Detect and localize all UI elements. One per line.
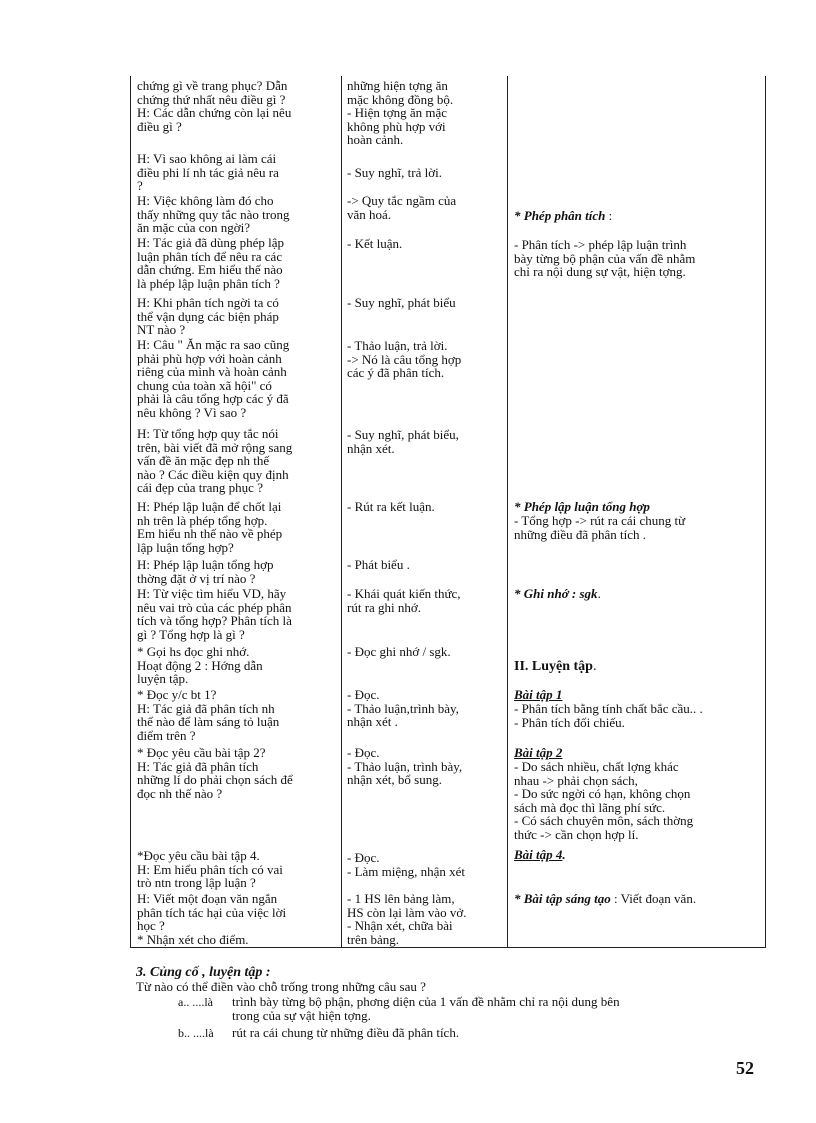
teacher-question: *Đọc yêu cầu bài tập 4. H: Em hiểu phân tích có vai trò ntn trong lập luận ?	[137, 848, 283, 891]
student-activity: - Khái quát kiến thức, rút ra ghi nhớ.	[347, 586, 461, 615]
teacher-question: H: Vì sao không ai làm cái điều phi lí nh tác giả nêu ra ?	[137, 151, 279, 194]
student-activity: - Đọc ghi nhớ / sgk.	[347, 644, 451, 659]
student-activity: - Đọc. - Thảo luận, trình bày, nhận xét, bổ sung.	[347, 745, 463, 788]
teacher-question: * Đọc yêu cầu bài tập 2? H: Tác giả đã phân tích những lí do phải chọn sách để đọc nh thế nào ?	[137, 745, 293, 801]
student-activity: -> Quy tắc ngầm của văn hoá.	[347, 193, 457, 222]
student-activity: - Suy nghĩ, phát biểu, nhận xét.	[347, 427, 459, 456]
teacher-question: chứng gì về trang phục? Dẫn chứng thứ nhất nêu điều gì ? H: Các dẫn chứng còn lại nêu điều gì ?	[137, 78, 292, 134]
table-border-right	[765, 76, 766, 948]
item-a-text: trình bày từng bộ phận, phơng diện của 1 vấn đề nhằm chỉ ra nội dung bên trong của sự vật hiện tợng.	[232, 994, 620, 1023]
section-heading: 3. Củng cố , luyện tập :	[136, 965, 271, 980]
bt4-heading	[514, 848, 762, 862]
page-number: 52	[736, 1058, 754, 1078]
teacher-question: H: Việc không làm đó cho thấy những quy tắc nào trong ăn mặc của con ngời?	[137, 193, 290, 236]
student-activity: - 1 HS lên bảng làm, HS còn lại làm vào vở. - Nhận xét, chữa bài trên bảng.	[347, 891, 467, 947]
bt2-body: - Do sách nhiều, chất lợng khác nhau -> phải chọn sách, - Do sức ngời có hạn, không chọn sách mà đọc thì lãng phí sức. - Có sách chuyên môn, sách thờng thức -> cần chọn hợp lí.	[514, 759, 694, 842]
bt4-dot: .	[562, 847, 566, 862]
bt1-body: - Phân tích bằng tính chất bắc cầu.. . - Phân tích đối chiếu.	[514, 701, 703, 730]
phan-tich-title: * Phép phân tích	[514, 208, 606, 223]
student-activity: - Phát biểu .	[347, 557, 410, 572]
table-divider-1	[341, 76, 342, 948]
lesson-table	[130, 76, 766, 948]
student-activity: - Rút ra kết luận.	[347, 499, 435, 514]
bt2-title: Bài tập 2	[514, 745, 563, 760]
teacher-question: H: Từ tổng hợp quy tắc nói trên, bài viết đã mở rộng sang vấn đề ăn mặc đẹp nh thế nào ? Các điều kiện quy định cái đẹp của trang phục ?	[137, 426, 293, 496]
item-a-label: a.. ....là	[178, 995, 213, 1009]
bt4-title: Bài tập 4	[514, 847, 563, 862]
luyen-tap-dot: .	[592, 659, 597, 674]
item-b-text: rút ra cái chung từ những điều đã phân tích.	[232, 1025, 460, 1040]
teacher-question: H: Phép lập luận để chốt lại nh trên là phép tổng hợp. Em hiểu nh thế nào về phép lập luận tổng hợp?	[137, 499, 283, 555]
student-activity: - Đọc. - Làm miệng, nhận xét	[347, 850, 466, 879]
phan-tich-body: - Phân tích -> phép lập luận trình bày từng bộ phận của vấn đề nhằm chỉ ra nội dung sự vật, hiện tợng.	[514, 237, 696, 280]
student-activity: - Thảo luận, trả lời. -> Nó là câu tổng hợp các ý đã phân tích.	[347, 338, 462, 381]
teacher-activity: * Gọi hs đọc ghi nhớ. Hoạt động 2 : Hớng dẫn luyện tập.	[137, 644, 263, 687]
student-activity: - Suy nghĩ, phát biểu	[347, 295, 456, 310]
teacher-question: H: Tác giả đã dùng phép lập luận phân tích để nêu ra các dẫn chứng. Em hiểu thế nào là phép lập luận phân tích ?	[137, 235, 285, 291]
ghi-nho-heading	[514, 587, 762, 601]
teacher-question: H: Viết một đoạn văn ngắn phân tích tác hại của việc lời học ? * Nhận xét cho điểm.	[137, 891, 287, 947]
bt1-title: Bài tập 1	[514, 687, 563, 702]
luyen-tap-heading	[514, 660, 762, 674]
student-activity: - Kết luận.	[347, 236, 403, 251]
student-activity: - Suy nghĩ, trả lời.	[347, 165, 442, 180]
teacher-question: H: Phép lập luận tổng hợp thờng đặt ở vị trí nào ?	[137, 557, 274, 586]
table-divider-2	[507, 76, 508, 948]
student-activity: - Đọc. - Thảo luận,trình bày, nhận xét .	[347, 687, 459, 730]
exercise-question: Từ nào có thể điền vào chỗ trống trong những câu sau ?	[136, 979, 426, 994]
student-activity: những hiện tợng ăn mặc không đồng bộ. - Hiện tợng ăn mặc không phù hợp với hoàn cảnh.	[347, 78, 454, 148]
phan-tich-colon: :	[605, 208, 613, 223]
teacher-question: H: Từ việc tìm hiểu VD, hãy nêu vai trò của các phép phân tích và tổng hợp? Phân tích là gì ? Tổng hợp là gì ?	[137, 586, 292, 642]
teacher-question: H: Câu " Ăn mặc ra sao cũng phải phù hợp với hoàn cảnh riêng của mình và hoàn cảnh chung của toàn xã hội" có phải là câu tổng hợp các ý đã nêu không ? Vì sao ?	[137, 337, 290, 420]
sang-tao-line	[514, 892, 762, 906]
phan-tich-heading	[514, 209, 762, 223]
ghi-nho-dot: .	[597, 586, 601, 601]
tong-hop-body: - Tổng hợp -> rút ra cái chung từ những điều đã phân tích .	[514, 513, 686, 542]
luyen-tap-text: II. Luyện tập	[514, 659, 593, 674]
tong-hop-title: * Phép lập luận tổng hợp	[514, 499, 650, 514]
teacher-question: * Đọc y/c bt 1? H: Tác giả đã phân tích nh thế nào để làm sáng tỏ luận điểm trên ?	[137, 687, 280, 743]
table-border-left	[130, 76, 131, 948]
teacher-question: H: Khi phân tích ngời ta có thể vận dụng các biện pháp NT nào ?	[137, 295, 279, 338]
sang-tao-title: * Bài tập sáng tạo	[514, 891, 611, 906]
ghi-nho-text: * Ghi nhớ : sgk	[514, 586, 598, 601]
item-b-label: b.. ....là	[178, 1026, 214, 1040]
sang-tao-body: : Viết đoạn văn.	[610, 891, 697, 906]
table-border-bottom	[130, 947, 766, 948]
